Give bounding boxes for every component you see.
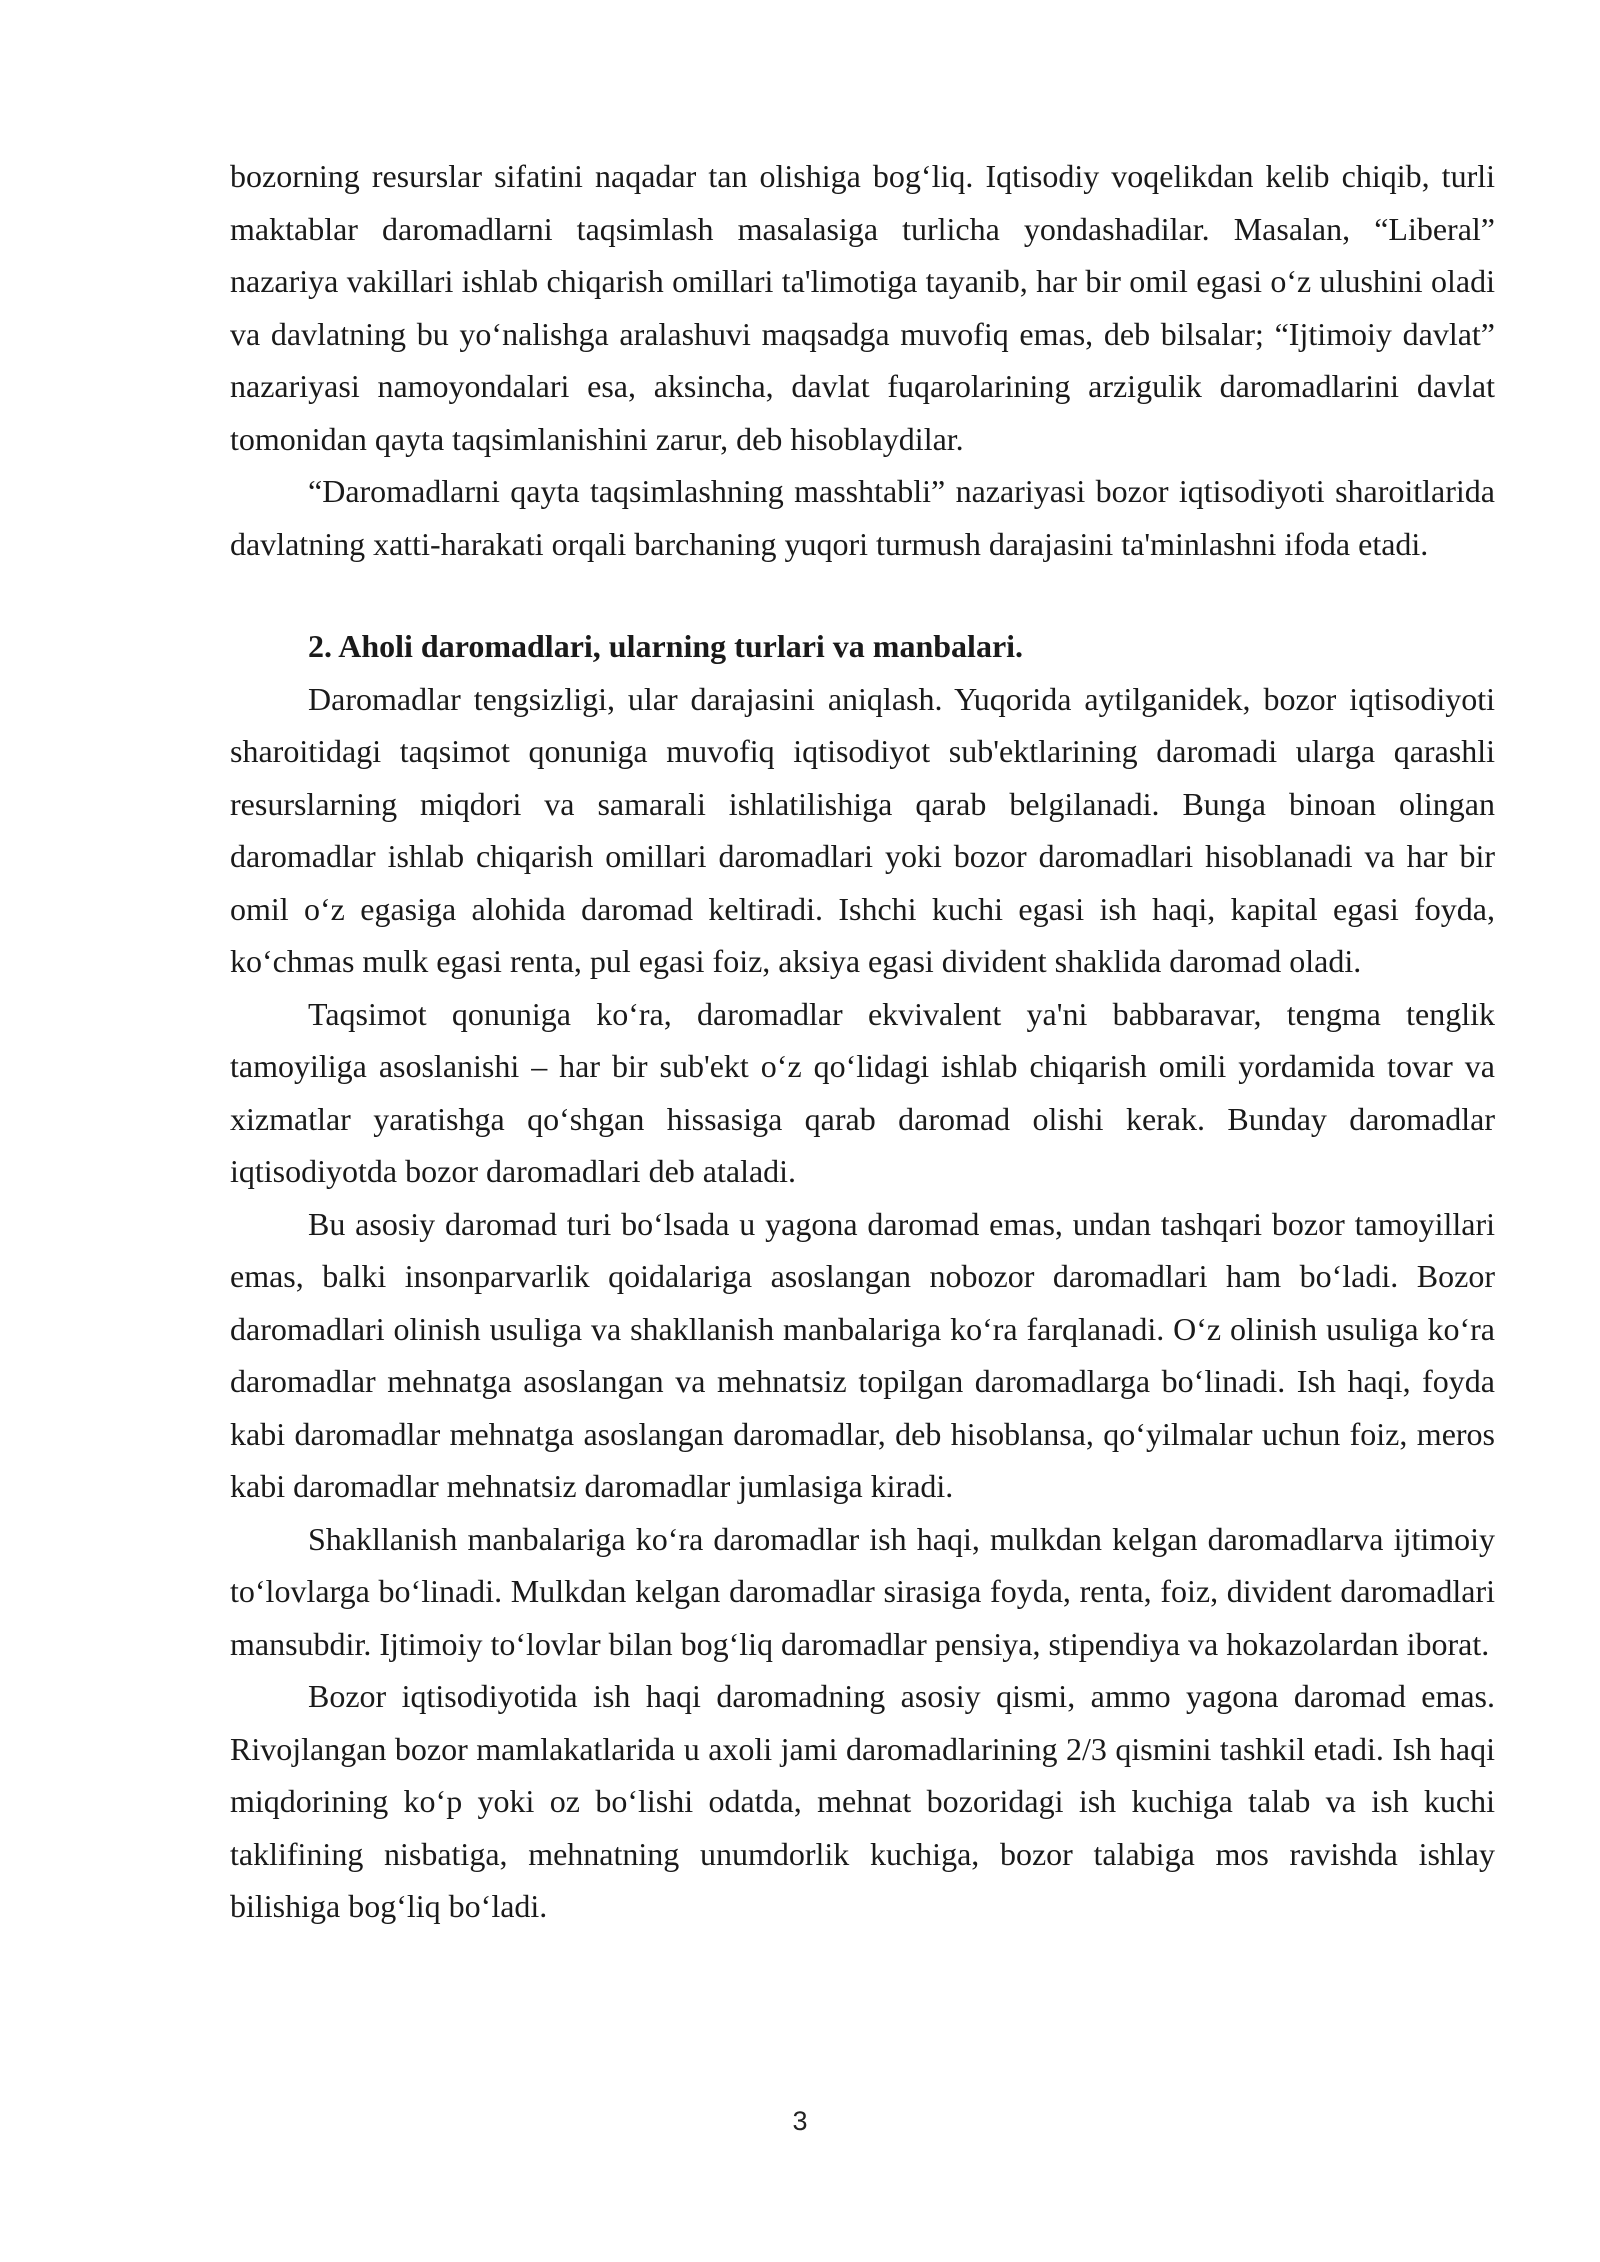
paragraph: Bu asosiy daromad turi bo‘lsada u yagona daromad emas, undan tashqari bozor tamoyillari emas, balki insonparvarlik qoidalariga asoslangan nobozor daromadlari ham bo‘ladi. Bozor daromadlari olinish usuliga va shakllanish manbalariga ko‘ra farqlanadi. O‘z olinish usuliga ko‘ra daromadlar mehnatga asoslangan va mehnatsiz topilgan daromadlarga bo‘linadi. Ish haqi, foyda kabi daromadlar mehnatga asoslangan daromadlar, deb hisoblansa, qo‘yilmalar uchun foiz, meros kabi daromadlar mehnatsiz daromadlar jumlasiga kiradi.	[230, 1205, 1495, 1504]
section-heading: 2. Aholi daromadlari, ularning turlari va manbalari.	[308, 628, 1024, 664]
paragraph: Bozor iqtisodiyotida ish haqi daromadning asosiy qismi, ammo yagona daromad emas. Rivojlangan bozor mamlakatlarida u axoli jami daromadlarining 2/3 qismini tashkil etadi. Ish haqi miqdorining ko‘p yoki oz bo‘lishi odatda, mehnat bozoridagi ish kuchiga talab va ish kuchi taklifining nisbatiga, mehnatning unumdorlik kuchiga, bozor talabiga mos ravishda ishlay bilishiga bog‘liq bo‘ladi.	[230, 1678, 1495, 1924]
paragraph: Taqsimot qonuniga ko‘ra, daromadlar ekvivalent ya'ni babbaravar, tengma tenglik tamoyiliga asoslanishi – har bir sub'ekt o‘z qo‘lidagi ishlab chiqarish omili yordamida tovar va xizmatlar yaratishga qo‘shgan hissasiga qarab daromad olishi kerak. Bunday daromadlar iqtisodiyotda bozor daromadlari deb ataladi.	[230, 995, 1495, 1189]
paragraph: “Daromadlarni qayta taqsimlashning masshtabli” nazariyasi bozor iqtisodiyoti sharoitlarida davlatning xatti-harakati orqali barchaning yuqori turmush darajasini ta'minlashni ifoda etadi.	[230, 473, 1495, 562]
document-page	[230, 150, 1495, 1933]
paragraph: bozorning resurslar sifatini naqadar tan olishiga bog‘liq. Iqtisodiy voqelikdan kelib chiqib, turli maktablar daromadlarni taqsimlash masalasiga turlicha yondashadilar. Masalan, “Liberal” nazariya vakillari ishlab chiqarish omillari ta'limotiga tayanib, har bir omil egasi o‘z ulushini oladi va davlatning bu yo‘nalishga aralashuvi maqsadga muvofiq emas, deb bilsalar; “Ijtimoiy davlat” nazariyasi namoyondalari esa, aksincha, davlat fuqarolarining arzigulik daromadlarini davlat tomonidan qayta taqsimlanishini zarur, deb hisoblaydilar.	[230, 158, 1495, 457]
page-number: 3	[792, 2106, 808, 2136]
paragraph: Shakllanish manbalariga ko‘ra daromadlar ish haqi, mulkdan kelgan daromadlarva ijtimoiy to‘lovlarga bo‘linadi. Mulkdan kelgan daromadlar sirasiga foyda, renta, foiz, divident daromadlari mansubdir. Ijtimoiy to‘lovlar bilan bog‘liq daromadlar pensiya, stipendiya va hokazolardan iborat.	[230, 1520, 1495, 1662]
paragraph: Daromadlar tengsizligi, ular darajasini aniqlash. Yuqorida aytilganidek, bozor iqtisodiyoti sharoitidagi taqsimot qonuniga muvofiq iqtisodiyot sub'ektlarining daromadi ularga qarashli resurslarning miqdori va samarali ishlatilishiga qarab belgilanadi. Bunga binoan olingan daromadlar ishlab chiqarish omillari daromadlari yoki bozor daromadlari hisoblanadi va har bir omil o‘z egasiga alohida daromad keltiradi. Ishchi kuchi egasi ish haqi, kapital egasi foyda, ko‘chmas mulk egasi renta, pul egasi foiz, aksiya egasi divident shaklida daromad oladi.	[230, 680, 1495, 979]
